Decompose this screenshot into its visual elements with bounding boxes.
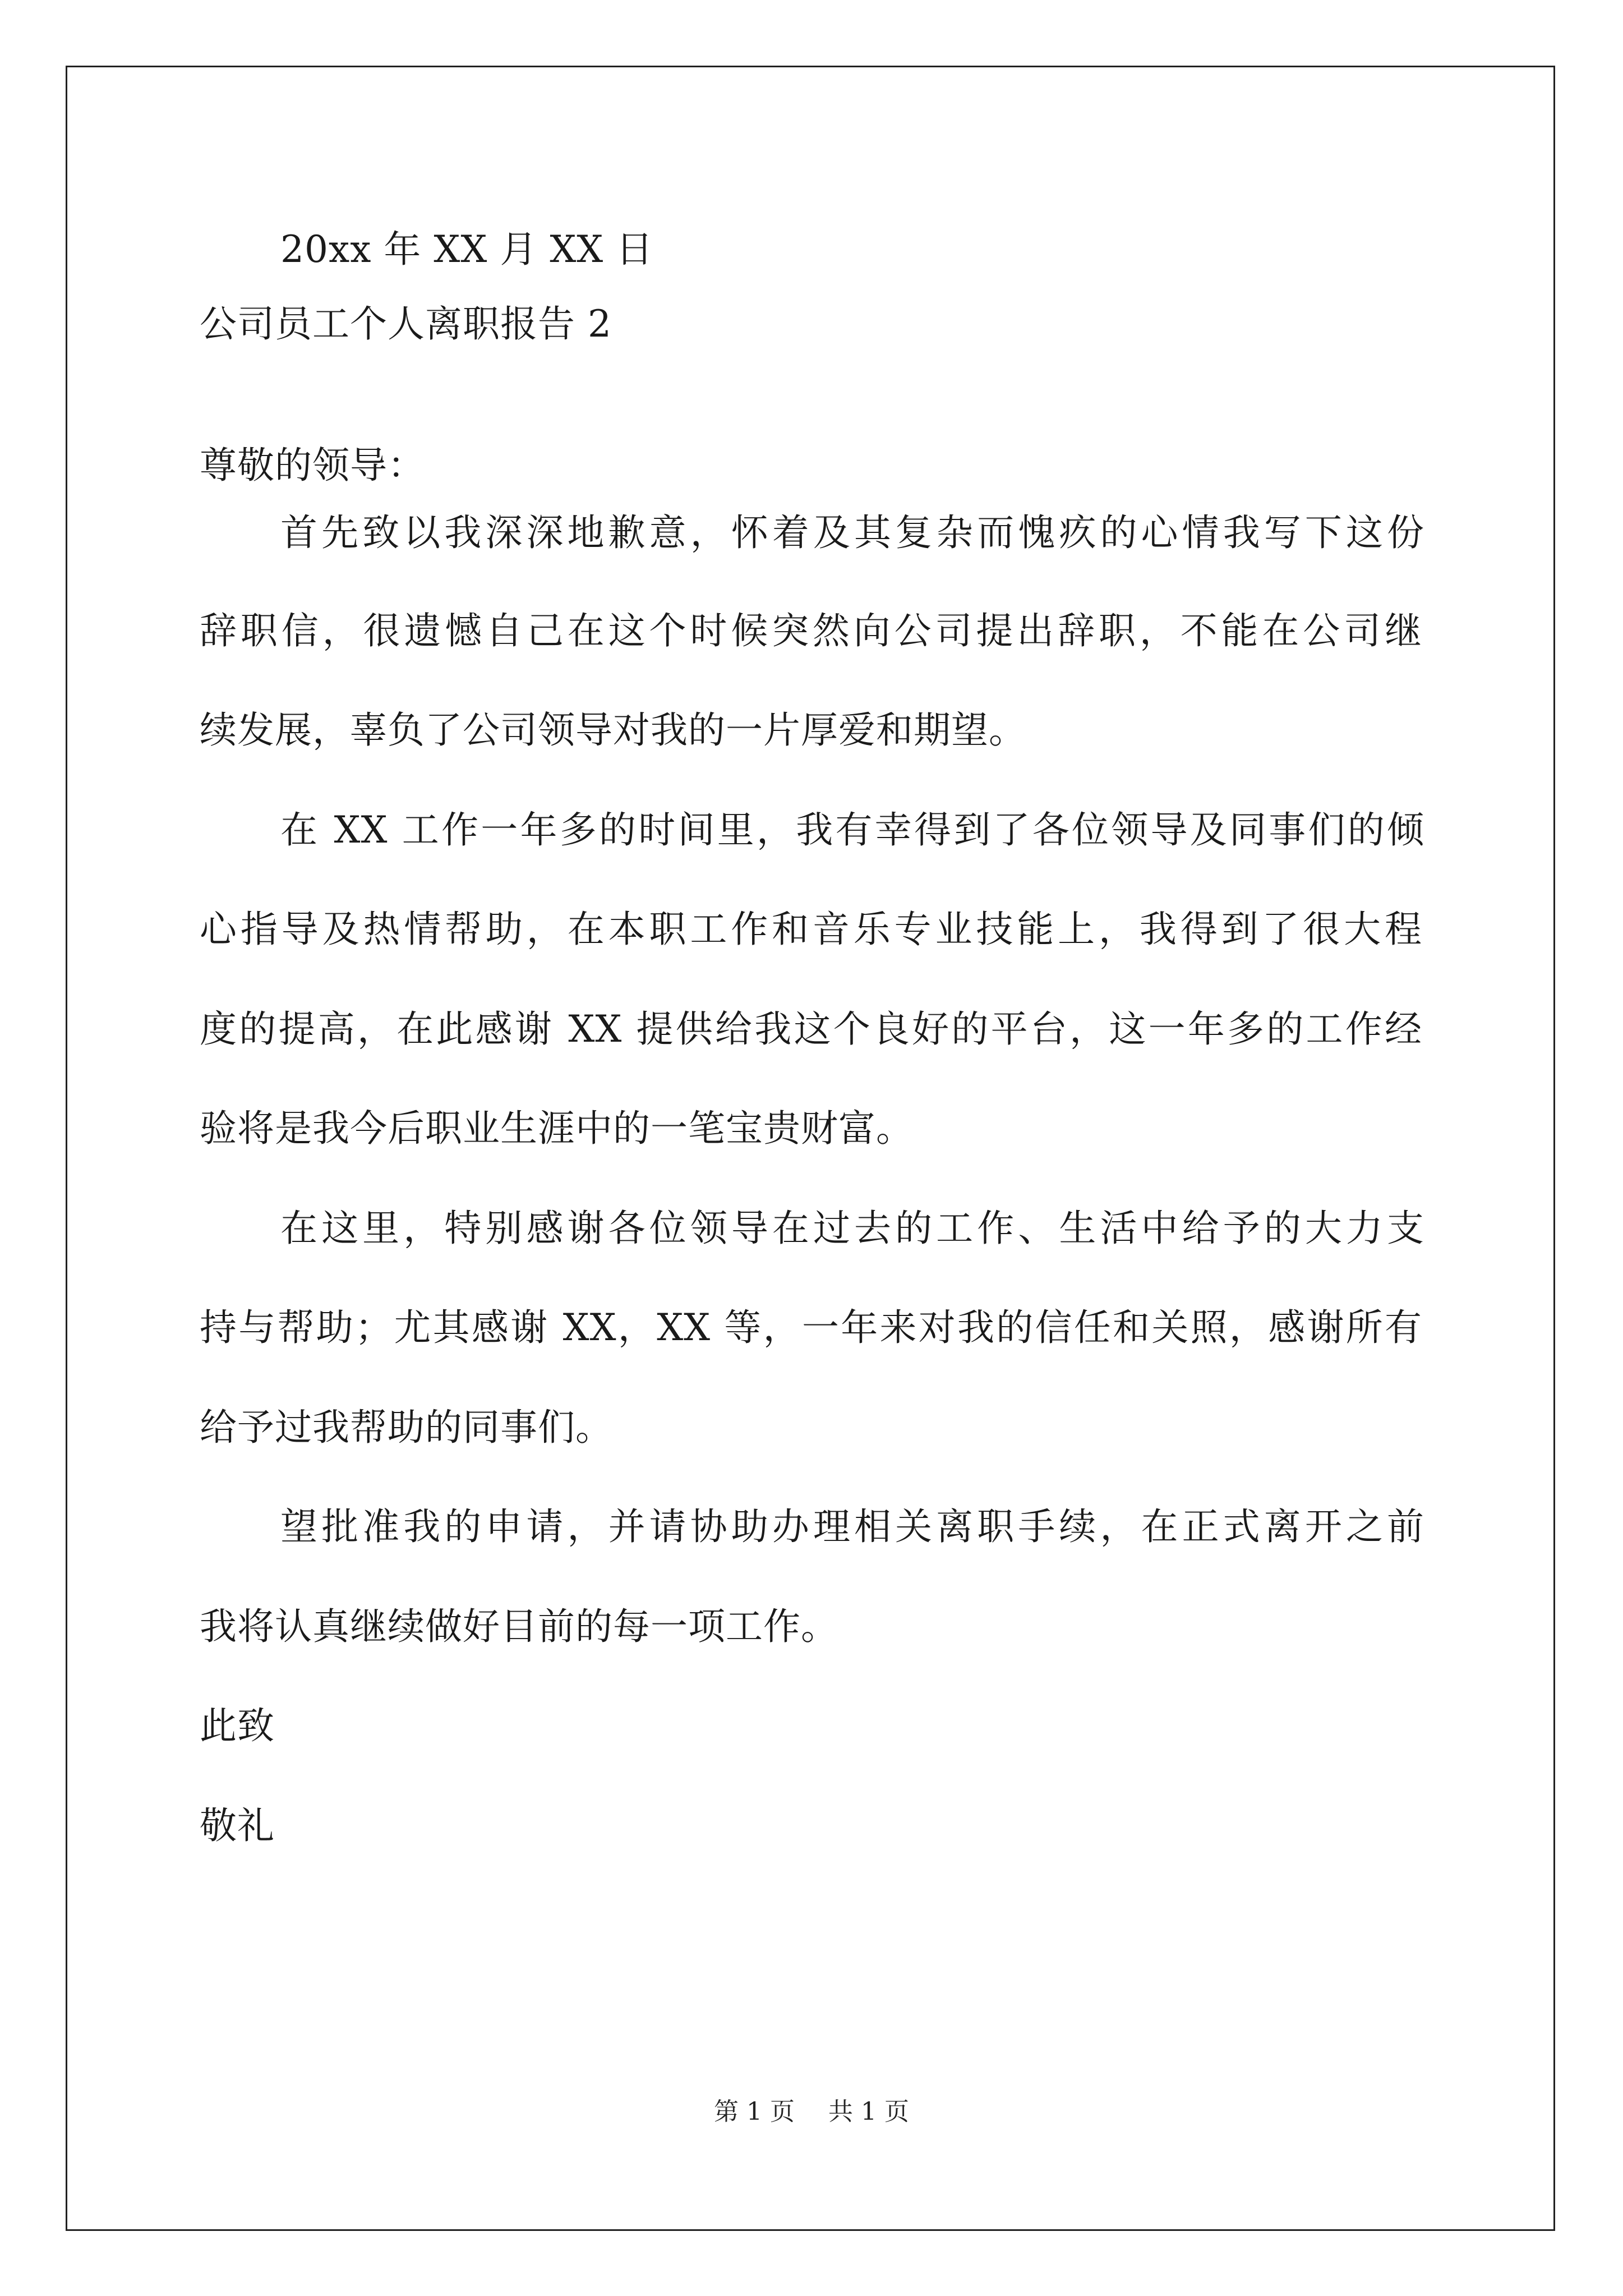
- page-number-total: 共 1 页: [828, 2097, 909, 2126]
- page-footer: [0, 2095, 1623, 2129]
- paragraph-2-line-3: 度的提高，在此感谢 XX 提供给我这个良好的平台，这一年多的工作经: [200, 1007, 1422, 1051]
- paragraph-1-line-3: 续发展，辜负了公司领导对我的一片厚爱和期望。: [200, 708, 1026, 752]
- paragraph-4-line-1: 望批准我的申请，并请协助办理相关离职手续，在正式离开之前: [280, 1505, 1424, 1548]
- paragraph-4-line-2: 我将认真继续做好目前的每一项工作。: [200, 1605, 838, 1648]
- salutation: 尊敬的领导：: [200, 444, 425, 487]
- paragraph-2-line-4: 验将是我今后职业生涯中的一笔宝贵财富。: [200, 1107, 914, 1150]
- page-number-current: 第 1 页: [714, 2097, 795, 2126]
- document-title: 公司员工个人离职报告 2: [200, 302, 612, 346]
- paragraph-2-line-2: 心指导及热情帮助，在本职工作和音乐专业技能上，我得到了很大程: [200, 908, 1422, 951]
- closing-greeting: 此致: [200, 1704, 275, 1747]
- date-line: 20xx 年 XX 月 XX 日: [280, 228, 654, 271]
- paragraph-1-line-1: 首先致以我深深地歉意，怀着及其复杂而愧疚的心情我写下这份: [280, 511, 1424, 554]
- paragraph-3-line-1: 在这里，特别感谢各位领导在过去的工作、生活中给予的大力支: [280, 1207, 1424, 1250]
- paragraph-3-line-3: 给予过我帮助的同事们。: [200, 1406, 613, 1449]
- paragraph-1-line-2: 辞职信，很遗憾自己在这个时候突然向公司提出辞职，不能在公司继: [200, 609, 1422, 652]
- closing-salute: 敬礼: [200, 1804, 275, 1847]
- paragraph-3-line-2: 持与帮助；尤其感谢 XX，XX 等，一年来对我的信任和关照，感谢所有: [200, 1306, 1422, 1349]
- paragraph-2-line-1: 在 XX 工作一年多的时间里，我有幸得到了各位领导及同事们的倾: [280, 808, 1424, 852]
